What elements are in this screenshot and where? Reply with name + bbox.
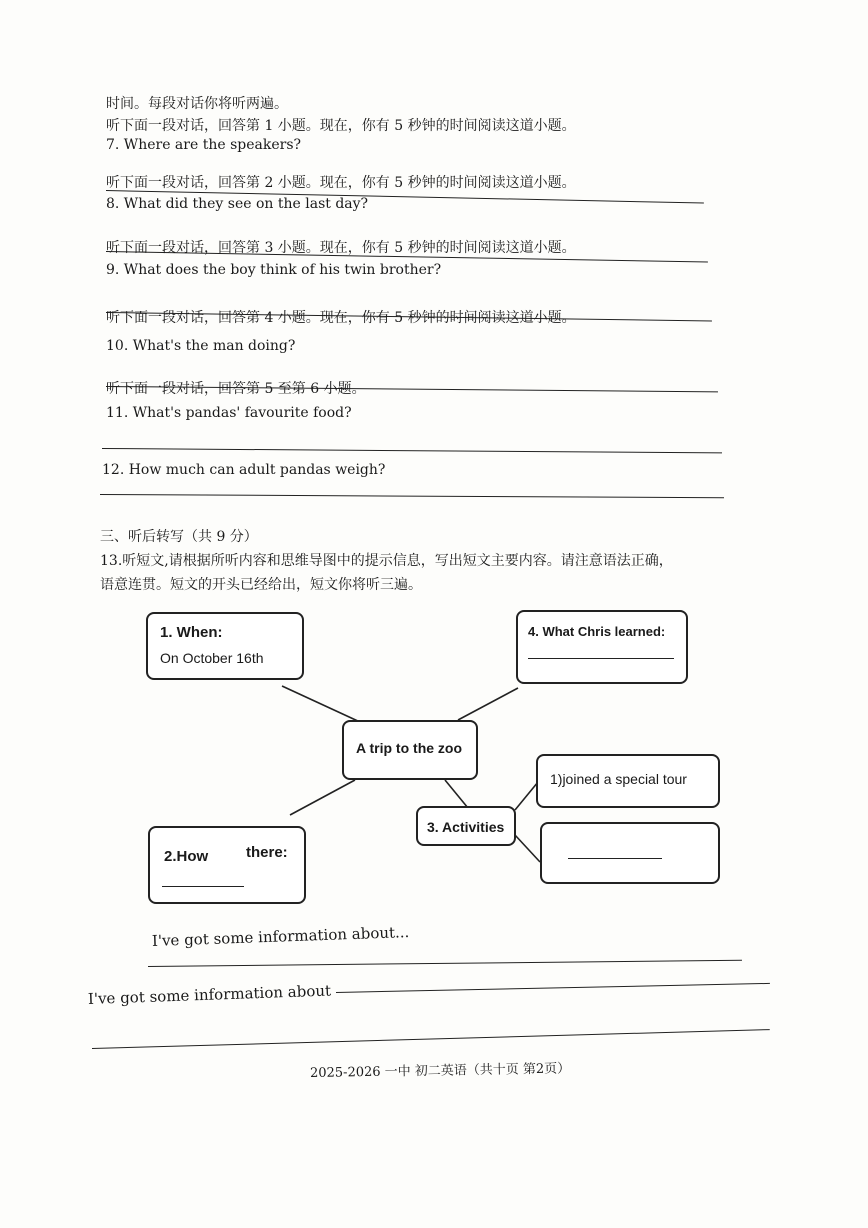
section-3-instruction-2: 语意连贯。短文的开头已经给出，短文你将听三遍。 [100, 577, 422, 593]
question-prompt-2: 听下面一段对话，回答第 2 小题。现在，你有 5 秒钟的时间阅读这道小题。 [106, 175, 576, 191]
when-label: 1. When: [160, 624, 223, 641]
page-footer: 2025-2026 一中 初二英语（共十页 第2页） [309, 1061, 571, 1081]
mindmap-when-box [146, 612, 304, 680]
mindmap-center-box [342, 720, 478, 780]
how-suffix: there: [246, 844, 288, 861]
learned-blank[interactable] [528, 658, 674, 659]
mindmap-learned-box [516, 610, 688, 684]
how-blank[interactable] [162, 886, 244, 887]
activity-2-blank[interactable] [568, 858, 662, 859]
question-prompt-5: 听下面一段对话，回答第 5 至第 6 小题。 [106, 381, 366, 397]
question-12: 12. How much can adult pandas weigh? [102, 462, 386, 478]
question-8: 8. What did they see on the last day? [106, 196, 369, 212]
section-3-instruction-1: 13.听短文,请根据所听内容和思维导图中的提示信息，写出短文主要内容。请注意语法正确， [100, 553, 673, 569]
activity-1-label: 1)joined a special tour [550, 771, 687, 787]
learned-label: 4. What Chris learned: [528, 624, 666, 639]
mindmap-activities-box [416, 806, 516, 846]
mindmap-activity-2-box [540, 822, 720, 884]
mindmap-activity-1-box [536, 754, 720, 808]
question-10: 10. What's the man doing? [106, 338, 296, 354]
how-label: 2.How [164, 848, 209, 865]
question-prompt-4: 听下面一段对话，回答第 4 小题。现在，你有 5 秒钟的时间阅读这道小题。 [106, 310, 576, 326]
section-3-title: 三、听后转写（共 9 分） [100, 529, 258, 545]
mindmap-how-box [148, 826, 306, 904]
activities-label: 3. Activities [427, 819, 505, 835]
question-7: 7. Where are the speakers? [106, 137, 302, 153]
intro-line-1: 时间。每段对话你将听两遍。 [106, 96, 288, 112]
question-prompt-1: 听下面一段对话，回答第 1 小题。现在，你有 5 秒钟的时间阅读这道小题。 [106, 118, 576, 134]
question-prompt-3: 听下面一段对话，回答第 3 小题。现在，你有 5 秒钟的时间阅读这道小题。 [106, 240, 576, 256]
center-label: A trip to the zoo [356, 740, 463, 756]
answer-starter: I've got some information about... [151, 923, 410, 950]
answer-line-prefix: I've got some information about [87, 981, 332, 1008]
question-11: 11. What's pandas' favourite food? [106, 405, 352, 421]
when-value: On October 16th [160, 650, 264, 666]
question-9: 9. What does the boy think of his twin brother? [106, 262, 442, 278]
